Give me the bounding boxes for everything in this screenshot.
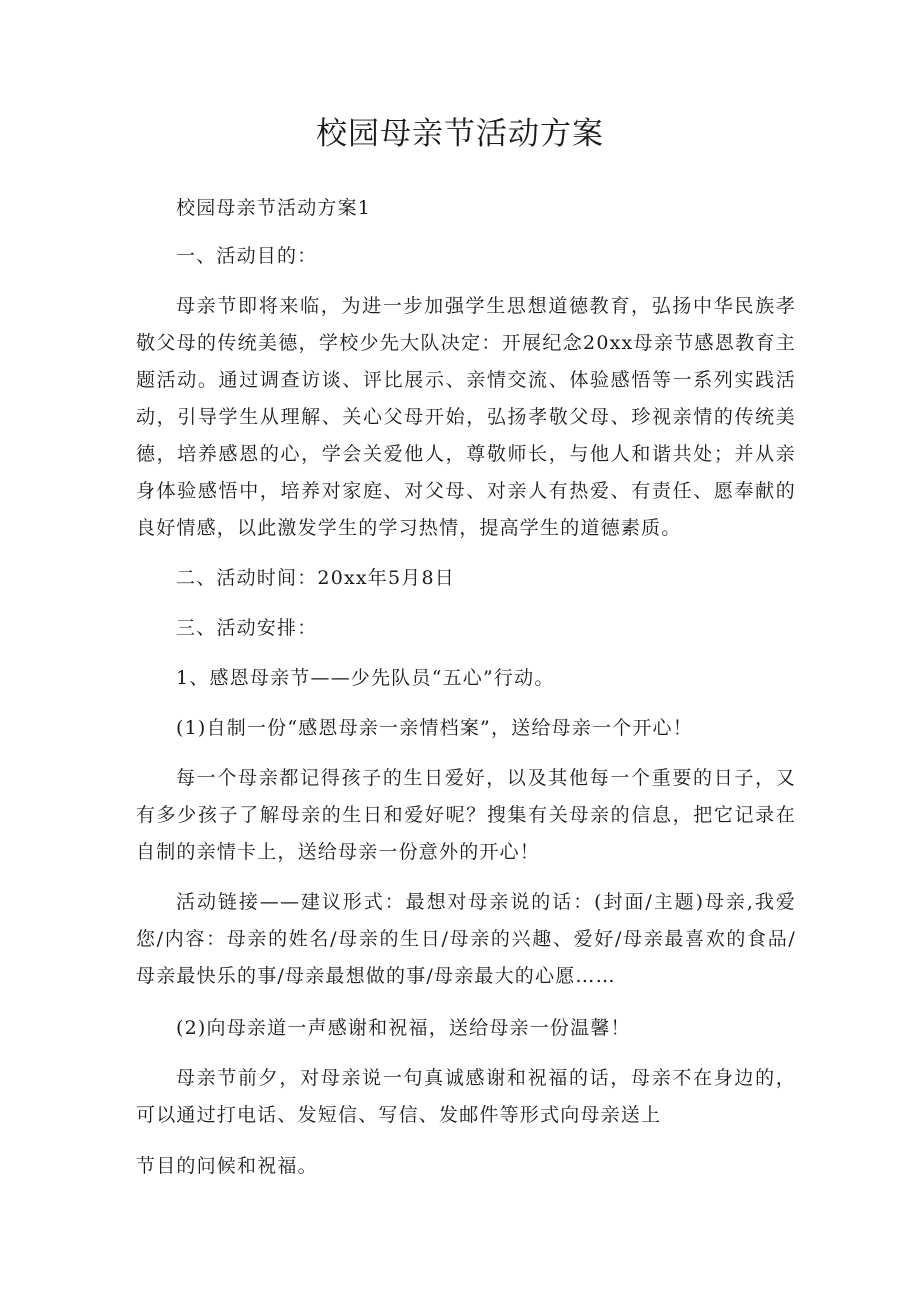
purpose-paragraph: 母亲节即将来临，为进一步加强学生思想道德教育，弘扬中华民族孝敬父母的传统美德，学校少先大队决定：开展纪念20xx母亲节感恩教育主题活动。通过调查访谈、评比展示、亲情交流、体验感悟等一系列实践活动，引导学生从理解、关心父母开始，弘扬孝敬父母、珍视亲情的传统美德，培养感恩的心，学会关爱他人，尊敬师长，与他人和谐共处；并从亲身体验感悟中，培养对家庭、对父母、对亲人有热爱、有责任、愿奉献的良好情感，以此激发学生的学习热情，提高学生的道德素质。: [136, 295, 796, 539]
sub-item-1-paragraph: 每一个母亲都记得孩子的生日爱好，以及其他每一个重要的日子，又有多少孩子了解母亲的生日和爱好呢？搜集有关母亲的信息，把它记录在自制的亲情卡上，送给母亲一份意外的开心！: [136, 767, 796, 863]
section-3-heading: 三、活动安排：: [176, 617, 318, 639]
sub-item-2-paragraph: 母亲节前夕，对母亲说一句真诚感谢和祝福的话，母亲不在身边的，可以通过打电话、发短信、写信、发邮件等形式向母亲送上: [136, 1067, 796, 1126]
document-title: 校园母亲节活动方案: [316, 116, 604, 152]
activity-link-paragraph: 活动链接——建议形式：最想对母亲说的话：(封面/主题)母亲,我爱您/内容：母亲的姓名/母亲的生日/母亲的兴趣、爱好/母亲最喜欢的食品/母亲最快乐的事/母亲最想做的事/母亲最大的心愿……: [136, 891, 796, 987]
sub-item-1-heading: (1)自制一份“感恩母亲一亲情档案”，送给母亲一个开心！: [176, 717, 693, 739]
arrangement-item-1: 1、感恩母亲节——少先队员“五心”行动。: [176, 667, 555, 689]
plan-subtitle: 校园母亲节活动方案1: [176, 197, 372, 219]
sub-item-2-heading: (2)向母亲道一声感谢和祝福，送给母亲一份温馨！: [176, 1017, 631, 1039]
sub-item-2-tail: 节目的问候和祝福。: [136, 1155, 318, 1177]
section-2-time: 二、活动时间：20xx年5月8日: [176, 567, 455, 589]
section-1-heading: 一、活动目的：: [176, 245, 318, 267]
